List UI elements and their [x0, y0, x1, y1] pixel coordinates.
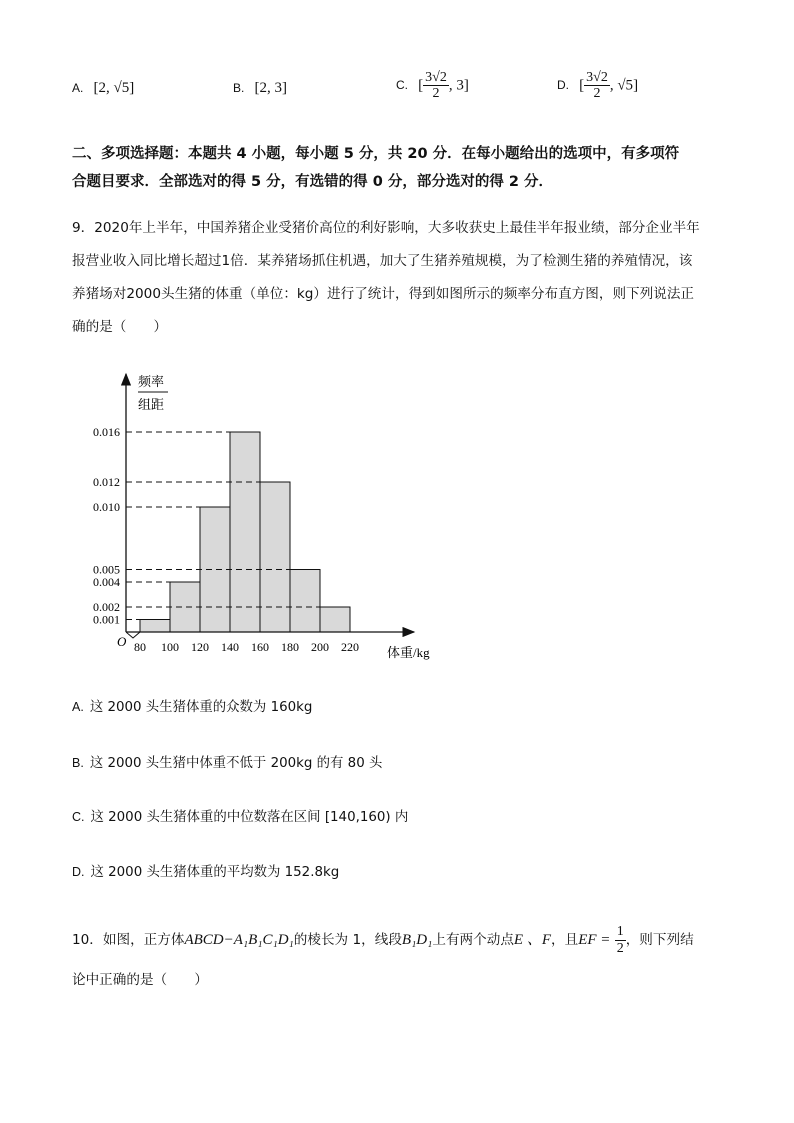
frac-num: 3√2: [586, 70, 608, 85]
y-tick-labels: [93, 425, 120, 627]
q9-option-b[interactable]: [72, 752, 382, 771]
frac-den: 2: [432, 86, 440, 102]
option-label: B.: [72, 756, 84, 770]
histogram-bar: [200, 507, 230, 632]
cube-name: ABCD−A₁B₁C₁D₁: [184, 932, 294, 948]
x-tick-label: 180: [281, 640, 299, 654]
q10-text: ，且: [551, 932, 579, 948]
y-tick-label: 0.010: [93, 500, 120, 514]
bars-layer: [140, 432, 350, 632]
y-tick-label: 0.012: [93, 475, 120, 489]
option-text: 这 2000 头生猪中体重不低于 200kg 的有 80 头: [89, 756, 383, 771]
x-tick-label: 220: [341, 640, 359, 654]
points-name: E 、F: [513, 932, 551, 948]
option-label: C.: [72, 810, 85, 824]
histogram-bar: [290, 570, 320, 633]
option-math: [2, 3]: [254, 80, 287, 96]
y-label-bottom: 组距: [138, 397, 165, 412]
y-tick-label: 0.016: [93, 425, 120, 439]
option-label: A.: [72, 81, 84, 95]
frac-num: 1: [616, 924, 624, 940]
option-math: [2, √5]: [93, 80, 135, 96]
q9-stem: [72, 212, 722, 344]
option-text: 这 2000 头生猪体重的众数为 160kg: [89, 700, 313, 715]
q8-option-c[interactable]: [396, 70, 469, 102]
y-tick-label: 0.005: [93, 562, 120, 577]
q10-text: 10．如图，正方体: [72, 932, 185, 948]
segment-name: B₁D₁: [401, 932, 433, 948]
frac-den: 2: [593, 86, 601, 102]
origin-label: O: [117, 634, 127, 649]
frac-num: 3√2: [425, 70, 447, 85]
q10-text: ，则下列结: [625, 932, 694, 948]
option-math: [ $\frac{3√2}{2}$ , 3]: [418, 70, 469, 102]
section-line: 二、多项选择题：本题共 4 小题，每小题 5 分，共 20 分．在每小题给出的选项中，有多项符: [72, 146, 680, 162]
q8-option-d[interactable]: [557, 70, 638, 102]
x-tick-label: 200: [311, 640, 329, 654]
q9-line: 养猪场对2000头生猪的体重（单位：kg）进行了统计，得到如图所示的频率分布直方图，则下列说法正: [72, 286, 695, 302]
x-tick-label: 100: [161, 640, 179, 654]
y-label-top: 频率: [138, 374, 165, 389]
option-label: D.: [72, 865, 85, 879]
q10-stem: [72, 922, 722, 998]
x-tick-label: 120: [191, 640, 209, 654]
q8-option-b[interactable]: [233, 80, 287, 97]
q9-option-d[interactable]: [72, 861, 339, 880]
option-label: C.: [396, 78, 408, 93]
option-text: 这 2000 头生猪体重的中位数落在区间 [140,160) 内: [90, 810, 409, 825]
histogram-bar: [140, 620, 170, 633]
x-tick-label: 80: [134, 640, 146, 654]
q9-option-c[interactable]: [72, 806, 408, 825]
option-rest: , 3: [448, 77, 464, 94]
q10-line-1: [72, 922, 722, 958]
option-label: D.: [557, 78, 569, 93]
ef-fraction: [615, 924, 626, 956]
section-heading: [72, 140, 722, 197]
y-tick-label: 0.004: [93, 575, 120, 589]
option-math: [ $\frac{3√2}{2}$ , √5]: [579, 70, 639, 102]
q10-text: 的棱长为 1，线段: [293, 932, 402, 948]
x-tick-label: 160: [251, 640, 269, 654]
option-label: B.: [233, 81, 245, 95]
ef-expr: EF =: [578, 932, 611, 948]
q9-line: 确的是（ ）: [72, 319, 168, 335]
y-tick-label: 0.001: [93, 612, 120, 627]
q9-line: 报营业收入同比增长超过1倍．某养猪场抓住机遇，加大了生猪养殖规模，为了检测生猪的养殖情况，该: [72, 253, 693, 269]
histogram-bar: [260, 482, 290, 632]
section-line: 合题目要求．全部选对的得 5 分，有选错的得 0 分，部分选对的得 2 分．: [72, 174, 554, 191]
q8-option-a[interactable]: [72, 80, 134, 97]
frac-den: 2: [616, 940, 624, 956]
histogram-chart: [0, 360, 460, 670]
q10-line-2: 论中正确的是（ ）: [72, 972, 208, 988]
q9-line: 9．2020年上半年，中国养猪企业受猪价高位的利好影响，大多收获史上最佳半年报业绩，部分企业半年: [72, 220, 700, 236]
option-rest: , √5: [609, 77, 634, 94]
axis-break: [126, 632, 140, 638]
y-tick-label: 0.002: [93, 600, 120, 614]
x-tick-label: 140: [221, 640, 239, 654]
histogram-bar: [320, 607, 350, 632]
q9-option-a[interactable]: [72, 696, 312, 715]
histogram-bar: [170, 582, 200, 632]
q10-text: 上有两个动点: [432, 932, 514, 948]
x-tick-labels: [134, 640, 359, 654]
option-label: A.: [72, 700, 84, 714]
x-axis-label: 体重/kg: [387, 645, 430, 660]
histogram-bar: [230, 432, 260, 632]
option-text: 这 2000 头生猪体重的平均数为 152.8kg: [90, 865, 340, 880]
